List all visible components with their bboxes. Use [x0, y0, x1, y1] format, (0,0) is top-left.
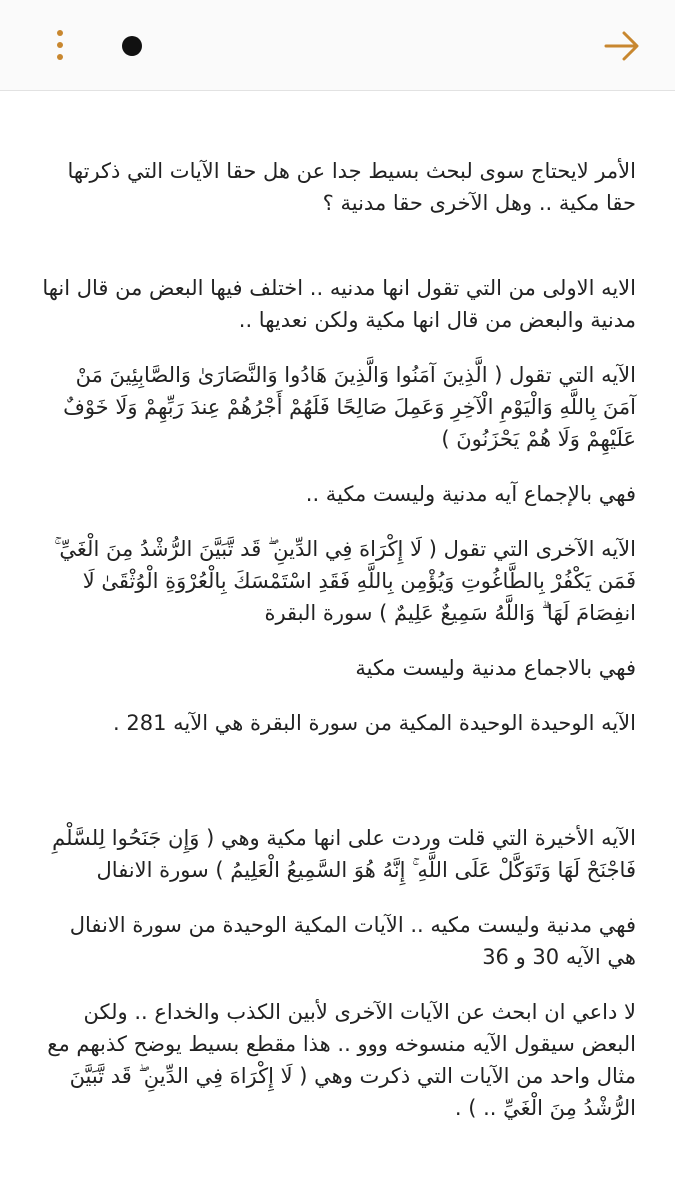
more-options-icon[interactable]: [44, 28, 76, 62]
paragraph: الآيه الوحيدة الوحيدة المكية من سورة البقرة هي الآيه 281 .: [113, 711, 636, 735]
paragraph: الآيه الأخيرة التي قلت وردت على انها مكية وهي ( وَإِن جَنَحُوا لِلسَّلْمِ فَاجْنَحْ لَهَا وَتَوَكَّلْ عَلَى اللَّهِ ۚ إِنَّهُ هُوَ السَّمِيعُ الْعَلِيمُ ) سورة الانفال: [52, 826, 636, 882]
top-toolbar: [0, 0, 675, 91]
paragraph: لا داعي ان ابحث عن الآيات الآخرى لأبين الكذب والخداع .. ولكن البعض سيقول الآيه منسوخه ووو .. هذا مقطع بسيط يوضح كذبهم مع مثال واحد من الآيات التي ذكرت وهي ( لَا إِكْرَاهَ فِي الدِّينِ ۖ قَد تَّبَيَّنَ الرُّشْدُ مِنَ الْغَيِّ .. ) .: [47, 1000, 636, 1120]
paragraph: الايه الاولى من التي تقول انها مدنيه .. اختلف فيها البعض من قال انها مدنية والبعض من قال انها مكية ولكن نعديها ..: [42, 276, 636, 332]
paragraph: الأمر لايحتاج سوى لبحث بسيط جدا عن هل حقا الآيات التي ذكرتها حقا مكية .. وهل الآخرى حقا مدنية ؟: [67, 159, 636, 215]
record-dot-icon: [122, 36, 142, 56]
paragraph: الآيه الآخرى التي تقول ( لَا إِكْرَاهَ فِي الدِّينِ ۖ قَد تَّبَيَّنَ الرُّشْدُ مِنَ الْغَيِّ ۚ فَمَن يَكْفُرْ بِالطَّاغُوتِ وَيُؤْمِن بِاللَّهِ فَقَدِ اسْتَمْسَكَ بِالْعُرْوَةِ الْوُثْقَىٰ لَا انفِصَامَ لَهَا ۗ وَاللَّهُ سَمِيعٌ عَلِيمٌ ) سورة البقرة: [54, 537, 636, 625]
paragraph: فهي بالإجماع آيه مدنية وليست مكية ..: [305, 482, 636, 506]
arrow-right-icon[interactable]: [600, 26, 644, 66]
message-body: [40, 150, 636, 1124]
paragraph: فهي مدنية وليست مكيه .. الآيات المكية الوحيدة من سورة الانفال هي الآيه 30 و 36: [69, 913, 636, 969]
paragraph: فهي بالاجماع مدنية وليست مكية: [355, 656, 636, 680]
paragraph: الآيه التي تقول ( الَّذِينَ آمَنُوا وَالَّذِينَ هَادُوا وَالنَّصَارَىٰ وَالصَّابِئِينَ مَنْ آمَنَ بِاللَّهِ وَالْيَوْمِ الْآخِرِ وَعَمِلَ صَالِحًا فَلَهُمْ أَجْرُهُمْ عِندَ رَبِّهِمْ وَلَا خَوْفٌ عَلَيْهِمْ وَلَا هُمْ يَحْزَنُونَ ): [63, 363, 636, 451]
